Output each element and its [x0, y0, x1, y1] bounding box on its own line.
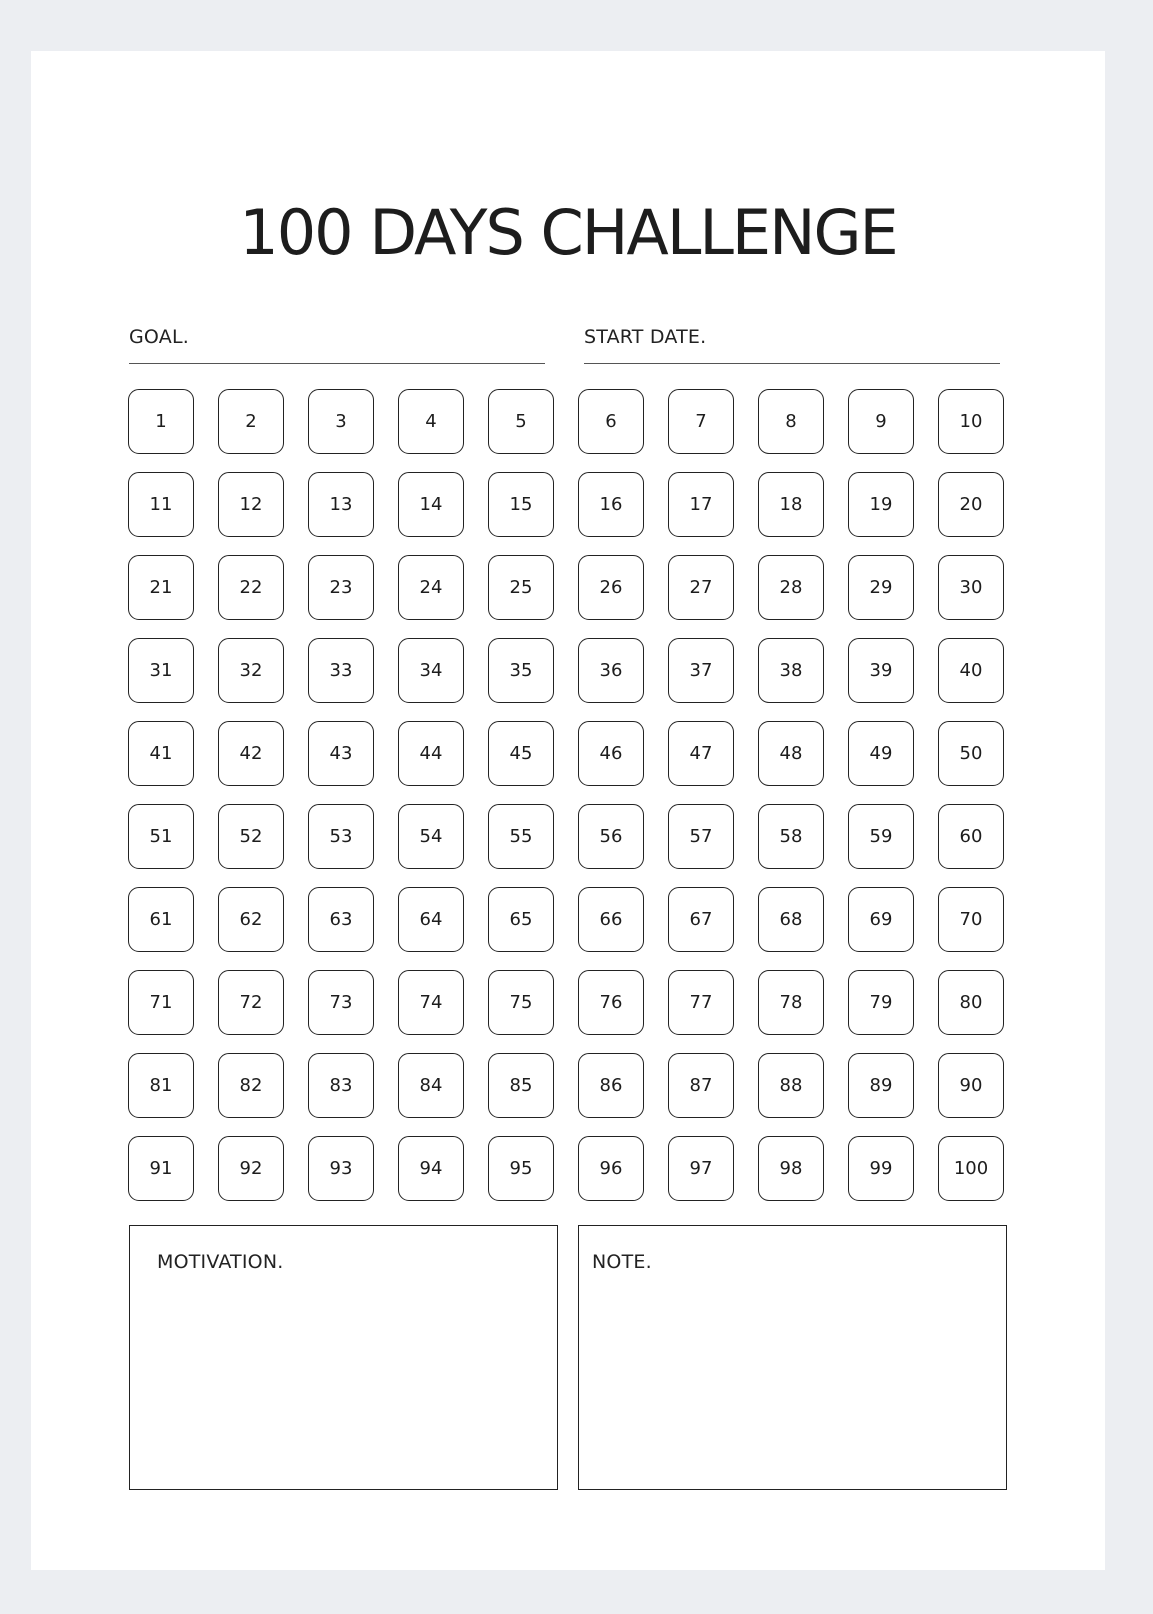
day-box[interactable]: 13 [308, 472, 374, 537]
day-box[interactable]: 2 [218, 389, 284, 454]
day-box[interactable]: 15 [488, 472, 554, 537]
day-box[interactable]: 90 [938, 1053, 1004, 1118]
day-box[interactable]: 97 [668, 1136, 734, 1201]
day-box[interactable]: 80 [938, 970, 1004, 1035]
day-box[interactable]: 89 [848, 1053, 914, 1118]
day-box[interactable]: 22 [218, 555, 284, 620]
day-box[interactable]: 82 [218, 1053, 284, 1118]
day-box[interactable]: 35 [488, 638, 554, 703]
day-box[interactable]: 32 [218, 638, 284, 703]
day-box[interactable]: 33 [308, 638, 374, 703]
day-box[interactable]: 62 [218, 887, 284, 952]
day-box[interactable]: 87 [668, 1053, 734, 1118]
day-box[interactable]: 7 [668, 389, 734, 454]
day-box[interactable]: 9 [848, 389, 914, 454]
day-box[interactable]: 53 [308, 804, 374, 869]
day-box[interactable]: 49 [848, 721, 914, 786]
day-box[interactable]: 48 [758, 721, 824, 786]
day-box[interactable]: 65 [488, 887, 554, 952]
day-box[interactable]: 61 [128, 887, 194, 952]
day-box[interactable]: 58 [758, 804, 824, 869]
day-box[interactable]: 20 [938, 472, 1004, 537]
day-box[interactable]: 39 [848, 638, 914, 703]
day-box[interactable]: 96 [578, 1136, 644, 1201]
day-box[interactable]: 5 [488, 389, 554, 454]
day-box[interactable]: 19 [848, 472, 914, 537]
note-box[interactable] [578, 1225, 1007, 1490]
day-box[interactable]: 12 [218, 472, 284, 537]
day-box[interactable]: 29 [848, 555, 914, 620]
day-box[interactable]: 100 [938, 1136, 1004, 1201]
day-box[interactable]: 68 [758, 887, 824, 952]
day-box[interactable]: 94 [398, 1136, 464, 1201]
day-box[interactable]: 95 [488, 1136, 554, 1201]
day-box[interactable]: 14 [398, 472, 464, 537]
day-box[interactable]: 60 [938, 804, 1004, 869]
day-box[interactable]: 70 [938, 887, 1004, 952]
day-box[interactable]: 51 [128, 804, 194, 869]
day-box[interactable]: 64 [398, 887, 464, 952]
day-box[interactable]: 91 [128, 1136, 194, 1201]
day-box[interactable]: 21 [128, 555, 194, 620]
day-box[interactable]: 40 [938, 638, 1004, 703]
day-box[interactable]: 81 [128, 1053, 194, 1118]
day-box[interactable]: 27 [668, 555, 734, 620]
day-box[interactable]: 37 [668, 638, 734, 703]
day-box[interactable]: 66 [578, 887, 644, 952]
challenge-sheet [31, 51, 1105, 1570]
day-box[interactable]: 11 [128, 472, 194, 537]
day-box[interactable]: 84 [398, 1053, 464, 1118]
day-box[interactable]: 46 [578, 721, 644, 786]
day-box[interactable]: 55 [488, 804, 554, 869]
day-box[interactable]: 98 [758, 1136, 824, 1201]
start-date-label: START DATE. [584, 326, 707, 348]
day-box[interactable]: 67 [668, 887, 734, 952]
note-label: NOTE. [592, 1251, 652, 1273]
day-box[interactable]: 41 [128, 721, 194, 786]
day-box[interactable]: 75 [488, 970, 554, 1035]
day-box[interactable]: 3 [308, 389, 374, 454]
day-grid [128, 389, 1008, 1203]
day-box[interactable]: 38 [758, 638, 824, 703]
day-box[interactable]: 47 [668, 721, 734, 786]
day-box[interactable]: 99 [848, 1136, 914, 1201]
day-box[interactable]: 45 [488, 721, 554, 786]
day-box[interactable]: 88 [758, 1053, 824, 1118]
day-box[interactable]: 28 [758, 555, 824, 620]
start-date-field[interactable] [584, 325, 1000, 364]
day-box[interactable]: 74 [398, 970, 464, 1035]
day-box[interactable]: 8 [758, 389, 824, 454]
day-box[interactable]: 85 [488, 1053, 554, 1118]
day-box[interactable]: 63 [308, 887, 374, 952]
day-box[interactable]: 76 [578, 970, 644, 1035]
day-box[interactable]: 78 [758, 970, 824, 1035]
day-box[interactable]: 44 [398, 721, 464, 786]
day-box[interactable]: 54 [398, 804, 464, 869]
day-box[interactable]: 83 [308, 1053, 374, 1118]
day-box[interactable]: 93 [308, 1136, 374, 1201]
day-box[interactable]: 23 [308, 555, 374, 620]
goal-label: GOAL. [129, 326, 189, 348]
day-box[interactable]: 26 [578, 555, 644, 620]
day-box[interactable]: 59 [848, 804, 914, 869]
day-box[interactable]: 6 [578, 389, 644, 454]
day-box[interactable]: 86 [578, 1053, 644, 1118]
day-box[interactable]: 42 [218, 721, 284, 786]
day-box[interactable]: 43 [308, 721, 374, 786]
goal-field[interactable] [129, 325, 545, 364]
day-box[interactable]: 72 [218, 970, 284, 1035]
day-box[interactable]: 79 [848, 970, 914, 1035]
day-box[interactable]: 24 [398, 555, 464, 620]
day-box[interactable]: 52 [218, 804, 284, 869]
day-box[interactable]: 1 [128, 389, 194, 454]
day-box[interactable]: 31 [128, 638, 194, 703]
day-box[interactable]: 50 [938, 721, 1004, 786]
day-box[interactable]: 10 [938, 389, 1004, 454]
day-box[interactable]: 77 [668, 970, 734, 1035]
day-box[interactable]: 69 [848, 887, 914, 952]
page-title: 100 DAYS CHALLENGE [239, 196, 897, 269]
day-box[interactable]: 34 [398, 638, 464, 703]
day-box[interactable]: 73 [308, 970, 374, 1035]
day-box[interactable]: 56 [578, 804, 644, 869]
motivation-box[interactable] [129, 1225, 558, 1490]
motivation-label: MOTIVATION. [157, 1251, 284, 1273]
day-box[interactable]: 17 [668, 472, 734, 537]
day-box[interactable]: 36 [578, 638, 644, 703]
day-box[interactable]: 30 [938, 555, 1004, 620]
day-box[interactable]: 4 [398, 389, 464, 454]
day-box[interactable]: 25 [488, 555, 554, 620]
day-box[interactable]: 71 [128, 970, 194, 1035]
day-box[interactable]: 57 [668, 804, 734, 869]
day-box[interactable]: 16 [578, 472, 644, 537]
day-box[interactable]: 18 [758, 472, 824, 537]
day-box[interactable]: 92 [218, 1136, 284, 1201]
